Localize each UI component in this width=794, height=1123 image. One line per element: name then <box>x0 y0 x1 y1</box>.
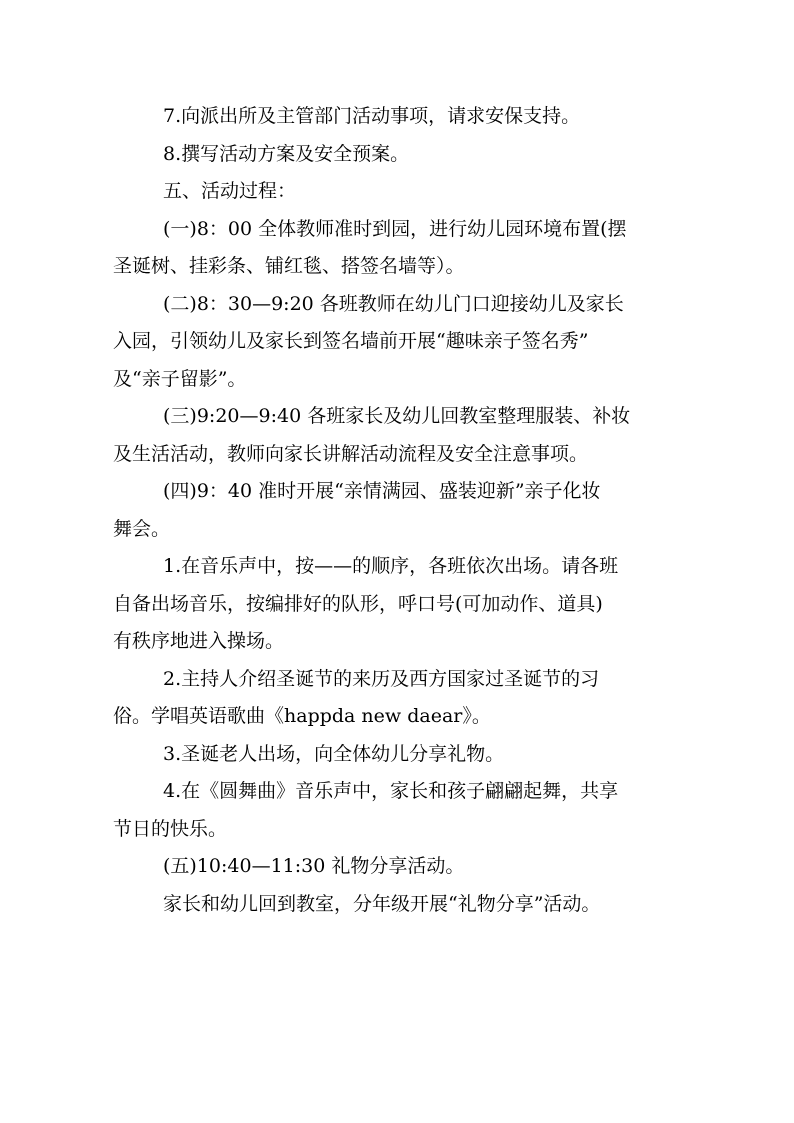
section-heading-activity-process <box>113 173 683 211</box>
text-line: (二)8：30—9:20 各班教师在幼儿门口迎接幼儿及家长 <box>163 292 624 315</box>
text-line: 五、活动过程： <box>163 180 297 202</box>
paragraph-item-8 <box>113 136 683 174</box>
text-line: 8.撰写活动方案及安全预案。 <box>163 142 410 165</box>
text-line: 舞会。 <box>113 517 171 540</box>
paragraph-substep-1 <box>113 548 683 661</box>
text-line: 及生活活动，教师向家长讲解活动流程及安全注意事项。 <box>113 442 589 465</box>
paragraph-step-5 <box>113 848 683 886</box>
text-line: 1.在音乐声中，按——的顺序，各班依次出场。请各班 <box>163 555 619 577</box>
text-line: (五)10:40—11:30 礼物分享活动。 <box>163 855 465 877</box>
paragraph-step-4 <box>113 473 683 548</box>
paragraph-item-7 <box>113 98 683 136</box>
text-line: 家长和幼儿回到教室，分年级开展“礼物分享”活动。 <box>163 892 601 915</box>
text-line: (三)9:20—9:40 各班家长及幼儿回教室整理服装、补妆 <box>163 405 631 427</box>
paragraph-step-1 <box>113 211 683 286</box>
text-line: (一)8：00 全体教师准时到园，进行幼儿园环境布置(摆 <box>163 217 627 240</box>
text-line: 自备出场音乐，按编排好的队形，呼口号(可加动作、道具) <box>113 592 603 615</box>
text-line: 4.在《圆舞曲》音乐声中，家长和孩子翩翩起舞，共享 <box>163 780 619 802</box>
text-line: 7.向派出所及主管部门活动事项，请求安保支持。 <box>163 105 581 127</box>
text-line: 节日的快乐。 <box>113 817 228 840</box>
paragraph-substep-4 <box>113 773 683 848</box>
text-line: 2.主持人介绍圣诞节的来历及西方国家过圣诞节的习 <box>163 667 600 690</box>
paragraph-step-3 <box>113 398 683 473</box>
paragraph-substep-3 <box>113 736 683 774</box>
text-line: 圣诞树、挂彩条、铺红毯、搭签名墙等）。 <box>113 255 465 277</box>
paragraph-substep-2 <box>113 661 683 736</box>
text-line: (四)9：40 准时开展“亲情满园、盛装迎新”亲子化妆 <box>163 480 601 502</box>
text-line: 俗。学唱英语歌曲《happda new daear》。 <box>113 705 491 727</box>
text-line: 及“亲子留影”。 <box>113 367 247 390</box>
document-body <box>113 98 683 923</box>
paragraph-step-2 <box>113 286 683 399</box>
paragraph-gift-sharing <box>113 886 683 924</box>
text-line: 有秩序地进入操场。 <box>113 630 285 652</box>
text-line: 入园，引领幼儿及家长到签名墙前开展“趣味亲子签名秀” <box>113 330 589 352</box>
text-line: 3.圣诞老人出场，向全体幼儿分享礼物。 <box>163 742 505 765</box>
